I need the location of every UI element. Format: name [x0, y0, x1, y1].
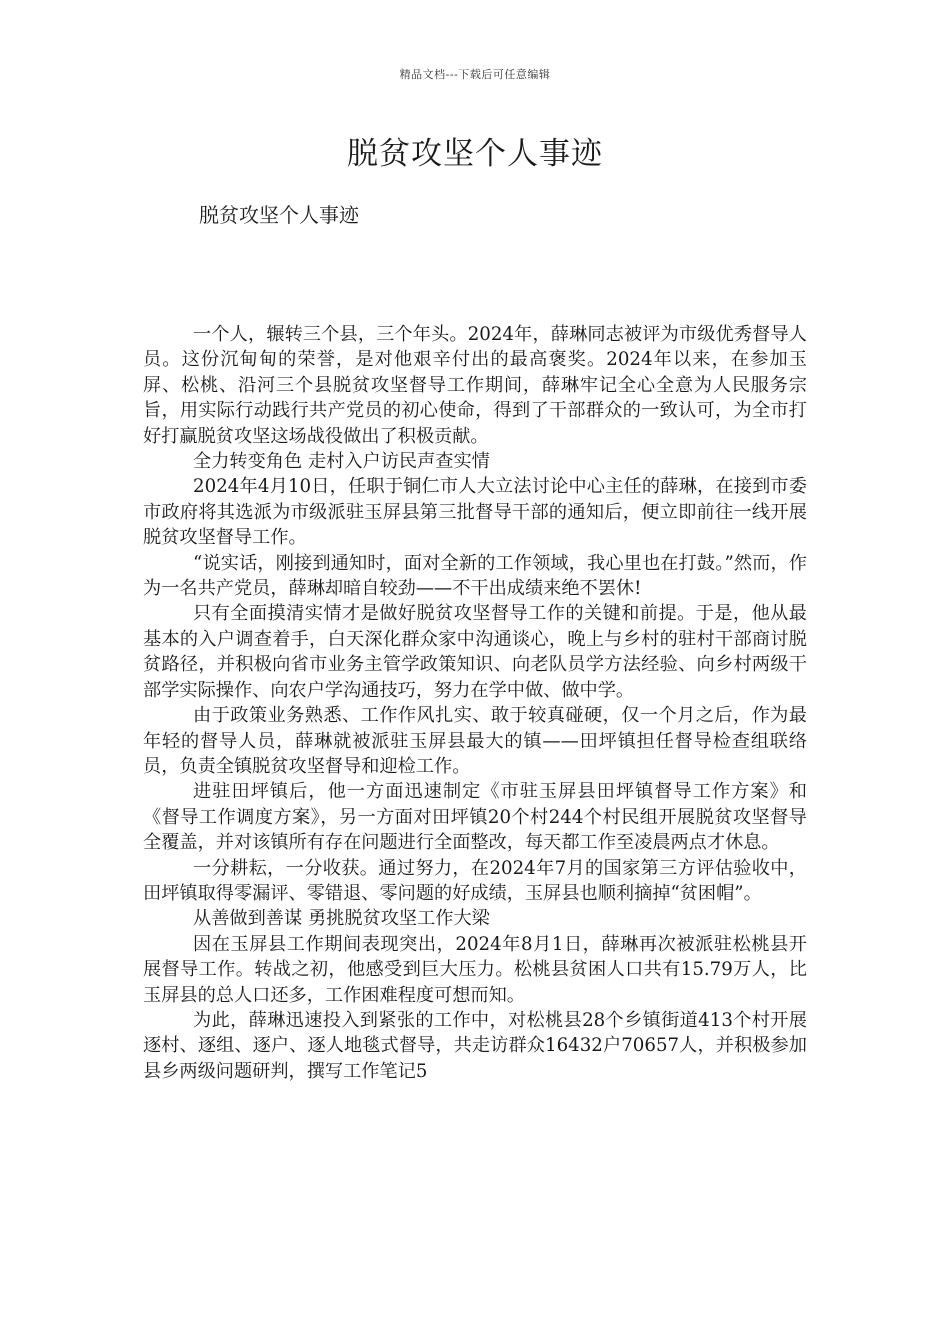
page-header: 精品文档---下载后可任意编辑 [399, 68, 551, 81]
paragraph: 进驻田坪镇后，他一方面迅速制定《市驻玉屏县田坪镇督导工作方案》和《督导工作调度方案》，另一方面对田坪镇20个村244个村民组开展脱贫攻坚督导全覆盖，并对该镇所有存在问题进行全面整改，每天都工作至凌晨两点才休息。 [143, 781, 807, 854]
paragraph: 由于政策业务熟悉、工作作风扎实、敢于较真碰硬，仅一个月之后，作为最年轻的督导人员，薛琳就被派驻玉屏县最大的镇——田坪镇担任督导检查组联络员，负责全镇脱贫攻坚督导和迎检工作。 [143, 705, 807, 777]
section-heading: 从善做到善谋 勇挑脱贫攻坚工作大梁 [193, 908, 490, 930]
paragraph: 只有全面摸清实情才是做好脱贫攻坚督导工作的关键和前提。于是，他从最基本的入户调查着手，白天深化群众家中沟通谈心，晚上与乡村的驻村干部商讨脱贫路径，并积极向省市业务主管学政策知识、向老队员学方法经验、向乡村两级干部学实际操作、向农户学沟通技巧，努力在学中做、做中学。 [143, 603, 807, 701]
document-body [143, 322, 807, 1084]
paragraph: 一分耕耘，一分收获。通过努力，在2024年7月的国家第三方评估验收中，田坪镇取得零漏评、零错退、零问题的好成绩，玉屏县也顺利摘掉“贫困帽”。 [143, 857, 807, 904]
paragraph: “说实话，刚接到通知时，面对全新的工作领域，我心里也在打鼓。”然而，作为一名共产党员，薛琳却暗自较劲——不干出成绩来绝不罢休! [143, 552, 807, 600]
paragraph: 一个人，辗转三个县，三个年头。2024年，薛琳同志被评为市级优秀督导人员。这份沉甸甸的荣誉，是对他艰辛付出的最高褒奖。2024年以来，在参加玉屏、松桃、沿河三个县脱贫攻坚督导工作期间，薛琳牢记全心全意为人民服务宗旨，用实际行动践行共产党员的初心使命，得到了干部群众的一致认可，为全市打好打赢脱贫攻坚这场战役做出了积极贡献。 [143, 324, 807, 447]
paragraph: 为此，薛琳迅速投入到紧张的工作中，对松桃县28个乡镇街道413个村开展逐村、逐组、逐户、逐人地毯式督导，共走访群众16432户70657人，并积极参加县乡两级问题研判，撰写工作笔记5 [143, 1009, 807, 1082]
paragraph: 因在玉屏县工作期间表现突出，2024年8月1日，薛琳再次被派驻松桃县开展督导工作。转战之初，他感受到巨大压力。松桃县贫困人口共有15.79万人，比玉屏县的总人口还多，工作困难程度可想而知。 [143, 933, 807, 1006]
document-subtitle: 脱贫攻坚个人事迹 [199, 203, 359, 227]
paragraph: 2024年4月10日，任职于铜仁市人大立法讨论中心主任的薛琳，在接到市委市政府将其选派为市级派驻玉屏县第三批督导干部的通知后，便立即前往一线开展脱贫攻坚督导工作。 [143, 476, 807, 549]
document-title: 脱贫攻坚个人事迹 [347, 136, 603, 172]
section-heading: 全力转变角色 走村入户访民声查实情 [193, 451, 490, 473]
